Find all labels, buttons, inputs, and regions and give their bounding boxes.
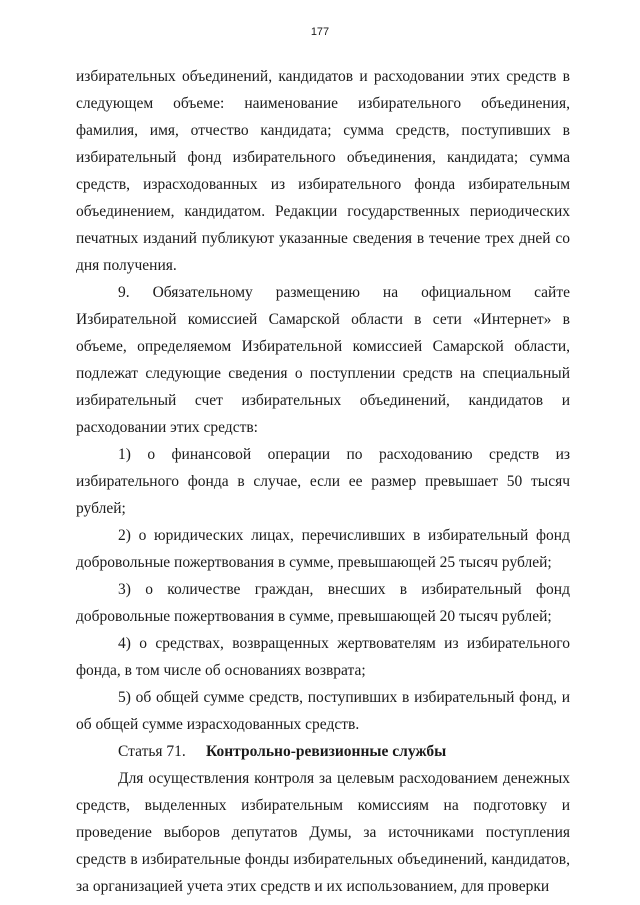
page-number: 177 xyxy=(310,26,330,38)
list-item: 5) об общей сумме средств, поступивших в избирательный фонд, и об общей сумме израсходованных средств. xyxy=(76,689,570,733)
paragraph-continuation: избирательных объединений, кандидатов и расходовании этих средств в следующем объеме: наименование избирательного объединения, фамилия, имя, отчество кандидата; сумма средств, поступивших в избирательный фонд избирательного объединения, кандидата; сумма средств, израсходованных из избирательного фонда избирательным объединением, кандидатом. Редакции государственных периодических печатных изданий публикуют указанные сведения в течение трех дней со дня получения. xyxy=(76,68,570,274)
article-heading xyxy=(76,738,570,765)
document-body xyxy=(76,63,570,900)
list-item: 1) о финансовой операции по расходованию средств из избирательного фонда в случае, если ее размер превышает 50 тысяч рублей; xyxy=(76,446,570,517)
paragraph-article-71: Для осуществления контроля за целевым расходованием денежных средств, выделенных избирательным комиссиям на подготовку и проведение выборов депутатов Думы, за источниками поступления средств в избирательные фонды избирательных объединений, кандидатов, за организацией учета этих средств и их использованием, для проверки xyxy=(76,770,570,895)
list-item: 4) о средствах, возвращенных жертвователям из избирательного фонда, в том числе об основаниях возврата; xyxy=(76,635,570,679)
list-item: 3) о количестве граждан, внесших в избирательный фонд добровольные пожертвования в сумме, превышающей 20 тысяч рублей; xyxy=(76,581,570,625)
article-number: Статья 71. xyxy=(118,743,186,760)
list-item: 2) о юридических лицах, перечисливших в избирательный фонд добровольные пожертвования в сумме, превышающей 25 тысяч рублей; xyxy=(76,527,570,571)
paragraph-item-9: 9. Обязательному размещению на официальном сайте Избирательной комиссией Самарской области в сети «Интернет» в объеме, определяемом Избирательной комиссией Самарской области, подлежат следующие сведения о поступлении средств на специальный избирательный счет избирательных объединений, кандидатов и расходовании этих средств: xyxy=(76,284,570,436)
article-title: Контрольно-ревизионные службы xyxy=(206,743,447,760)
